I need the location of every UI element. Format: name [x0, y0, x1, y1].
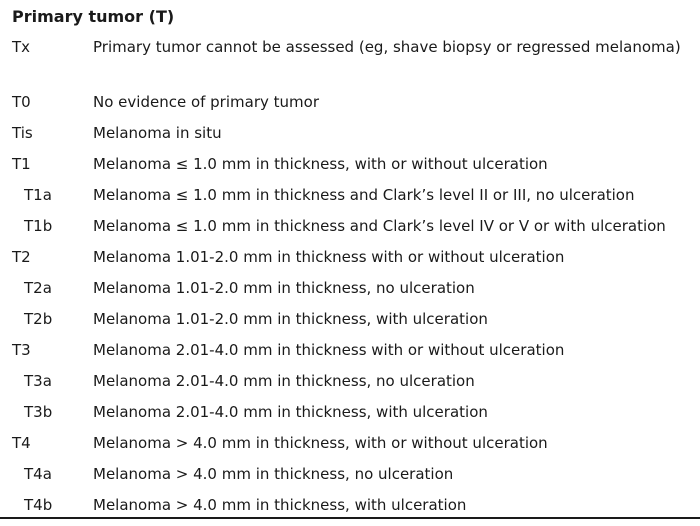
- table-row: [0, 216, 700, 247]
- stage-description: Primary tumor cannot be assessed (eg, shave biopsy or regressed melanoma): [93, 38, 681, 56]
- table-row: [0, 340, 700, 371]
- stage-code: T4: [12, 434, 31, 452]
- table-bottom-rule: [0, 517, 700, 519]
- substage-code: T3a: [24, 372, 52, 390]
- stage-description: Melanoma > 4.0 mm in thickness, with or without ulceration: [93, 434, 548, 452]
- table-row: [0, 495, 700, 526]
- stage-code: Tis: [12, 124, 33, 142]
- table-heading: Primary tumor (T): [12, 7, 175, 26]
- classification-rows: [0, 37, 700, 526]
- table-row: [0, 92, 700, 123]
- table-row: [0, 185, 700, 216]
- substage-code: T2a: [24, 279, 52, 297]
- stage-code: T0: [12, 93, 31, 111]
- substage-code: T1b: [24, 217, 53, 235]
- substage-code: T4b: [24, 496, 53, 514]
- table-row: [0, 37, 700, 92]
- stage-description: Melanoma 2.01-4.0 mm in thickness, no ulceration: [93, 372, 475, 390]
- table-row: [0, 433, 700, 464]
- table-row: [0, 278, 700, 309]
- stage-code: T2: [12, 248, 31, 266]
- stage-description: Melanoma in situ: [93, 124, 222, 142]
- stage-description: Melanoma 1.01-2.0 mm in thickness, no ulceration: [93, 279, 475, 297]
- stage-description: Melanoma 1.01-2.0 mm in thickness with or without ulceration: [93, 248, 565, 266]
- stage-code: T3: [12, 341, 31, 359]
- stage-description: Melanoma ≤ 1.0 mm in thickness and Clark’s level II or III, no ulceration: [93, 186, 635, 204]
- substage-code: T1a: [24, 186, 52, 204]
- table-row: [0, 247, 700, 278]
- stage-code: T1: [12, 155, 31, 173]
- table-row: [0, 464, 700, 495]
- stage-description: No evidence of primary tumor: [93, 93, 319, 111]
- substage-code: T2b: [24, 310, 53, 328]
- stage-description: Melanoma 2.01-4.0 mm in thickness with or without ulceration: [93, 341, 565, 359]
- stage-description: Melanoma > 4.0 mm in thickness, with ulceration: [93, 496, 467, 514]
- table-row: [0, 309, 700, 340]
- stage-description: Melanoma ≤ 1.0 mm in thickness, with or without ulceration: [93, 155, 548, 173]
- stage-description: Melanoma 1.01-2.0 mm in thickness, with ulceration: [93, 310, 488, 328]
- table-row: [0, 154, 700, 185]
- stage-description: Melanoma > 4.0 mm in thickness, no ulceration: [93, 465, 454, 483]
- substage-code: T3b: [24, 403, 53, 421]
- stage-description: Melanoma 2.01-4.0 mm in thickness, with ulceration: [93, 403, 488, 421]
- stage-code: Tx: [12, 38, 31, 56]
- table-row: [0, 123, 700, 154]
- stage-description: Melanoma ≤ 1.0 mm in thickness and Clark’s level IV or V or with ulceration: [93, 217, 666, 235]
- table-row: [0, 371, 700, 402]
- table-row: [0, 402, 700, 433]
- substage-code: T4a: [24, 465, 52, 483]
